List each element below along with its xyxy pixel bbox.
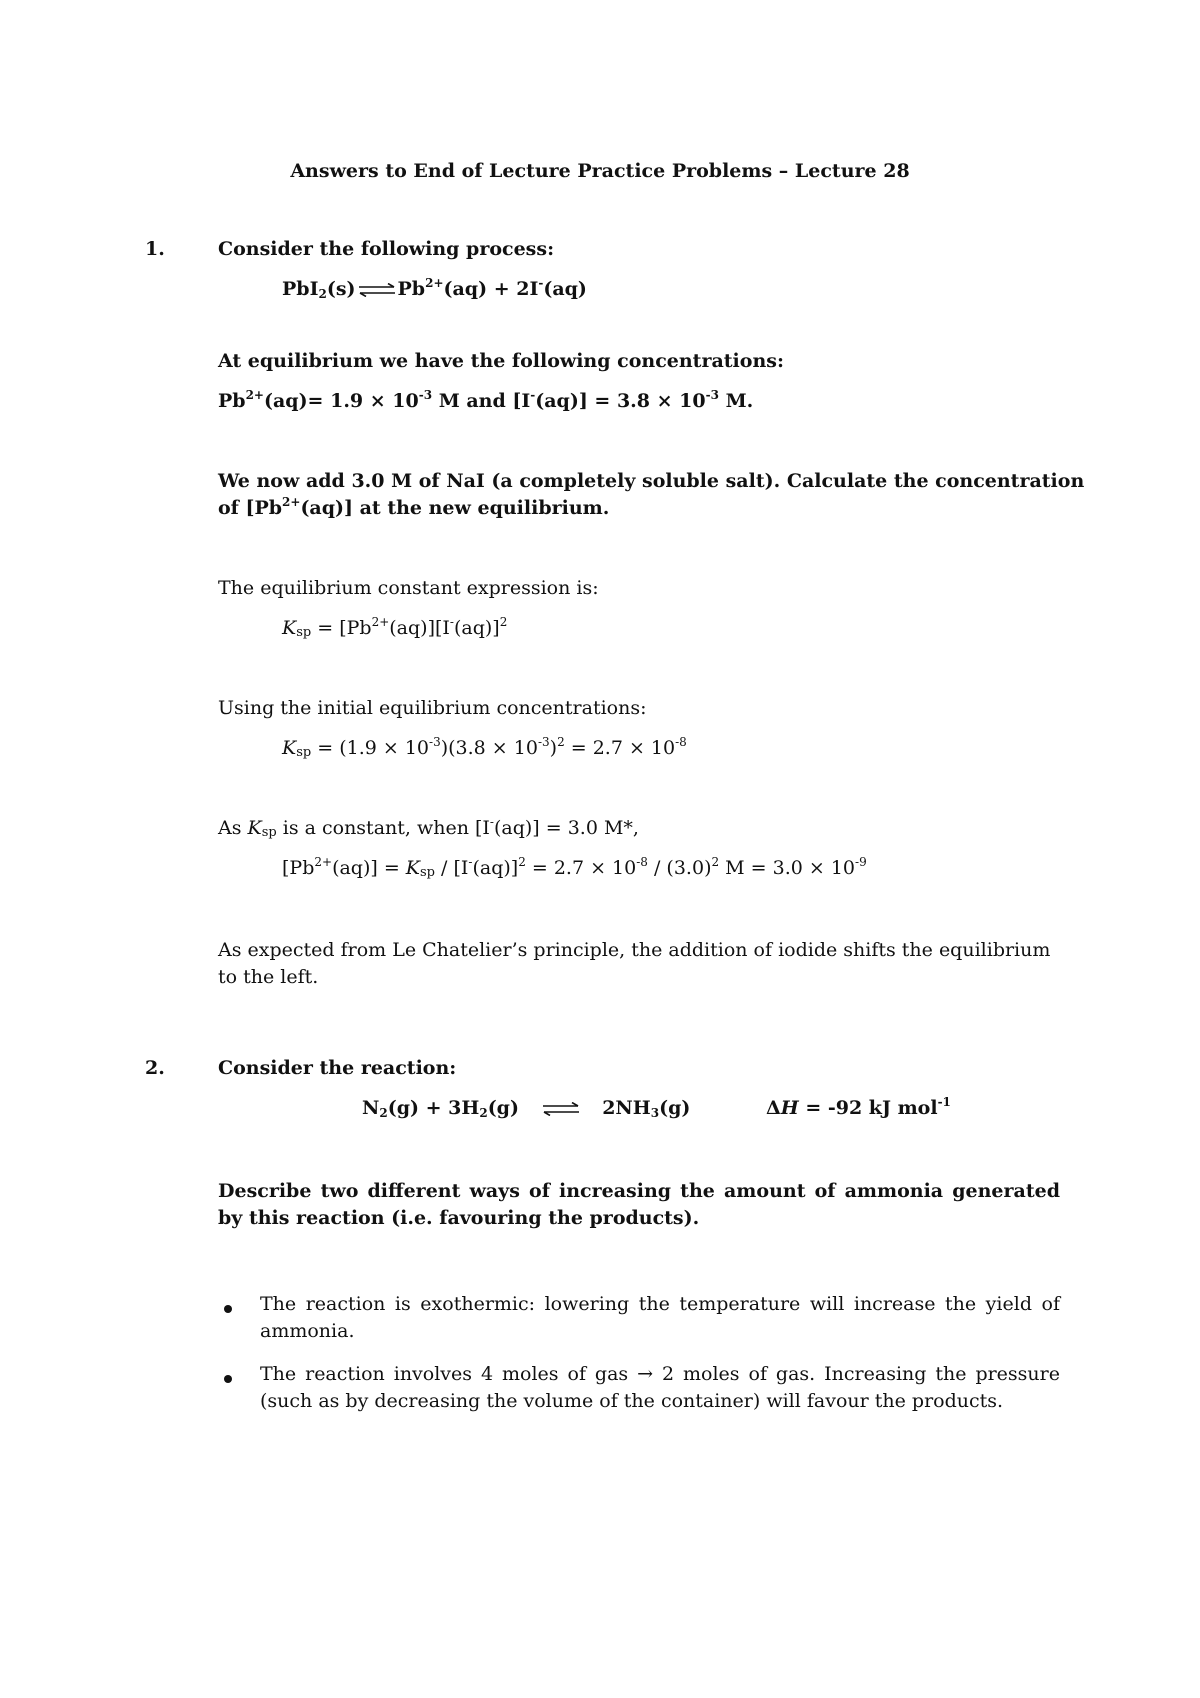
- add-nai-line-1: We now add 3.0 M of NaI (a completely soluble salt). Calculate the concentration: [218, 470, 1085, 492]
- dissolution-equation: PbI$_2$(s) $Pb^{2+}(aq) + 2I^-(aq)$: [282, 276, 587, 301]
- question-2-prompt: Describe two different ways of increasing the amount of ammonia generated by this reaction (i.e. favouring the products).: [218, 1180, 1060, 1229]
- ksp-expression: $K_{sp} = [Pb^{2+}(aq)][I^-(aq)]^2$: [282, 615, 508, 640]
- bullet-dot-icon: [224, 1375, 232, 1383]
- ksp-expression-intro: The equilibrium constant expression is:: [218, 577, 599, 599]
- enthalpy-change: ΔH = -92 kJ mol$^{-1}$: [766, 1095, 951, 1119]
- page-title: Answers to End of Lecture Practice Problems – Lecture 28: [290, 160, 910, 182]
- add-nai-line-2: of $[Pb^{2+}(aq)]$ at the new equilibrium.: [218, 495, 610, 519]
- initial-concentrations-intro: Using the initial equilibrium concentrations:: [218, 697, 647, 719]
- equilibrium-intro: At equilibrium we have the following concentrations:: [218, 350, 784, 372]
- le-chatelier-conclusion: As expected from Le Chatelier’s principle, the addition of iodide shifts the equilibrium to the left.: [218, 939, 1051, 988]
- ksp-constant-line: As $K_{sp}$ is a constant, when [I-(aq)] = 3.0 M*,: [218, 815, 639, 840]
- equilibrium-arrow-icon: [358, 283, 396, 297]
- question-2-number: 2.: [145, 1057, 165, 1079]
- question-2-intro: Consider the reaction:: [218, 1057, 457, 1079]
- ksp-calculation: $K_{sp} = (1.9 \times 10^{-3})(3.8 \times 10^{-3})^2 = 2.7 \times 10^{-8}$: [282, 735, 687, 760]
- answer-bullet-pressure: The reaction involves 4 moles of gas → 2 moles of gas. Increasing the pressure (such as by decreasing the volume of the container) will favour the products.: [260, 1363, 1060, 1412]
- equilibrium-concentrations: $Pb^{2+}(aq)= 1.9 \times 10^{-3}$ M and $[I^-(aq)] = 3.8 \times 10^{-3}$ M.: [218, 388, 754, 412]
- equilibrium-arrow-icon: [542, 1102, 580, 1116]
- haber-equation: $N_2(g) + 3H_2(g)$ $2NH_3(g)$: [362, 1097, 691, 1120]
- question-1-intro: Consider the following process:: [218, 238, 555, 260]
- pb-concentration-calculation: $[Pb^{2+}(aq)] = K_{sp} / [I^-(aq)]^2 = 2.7 \times 10^{-8} / (3.0)^2$ $M = 3.0 \times 10^{-9}$: [282, 855, 867, 880]
- answer-bullet-temperature: The reaction is exothermic: lowering the temperature will increase the yield of ammonia.: [260, 1293, 1060, 1342]
- bullet-dot-icon: [224, 1305, 232, 1313]
- question-1-number: 1.: [145, 238, 165, 260]
